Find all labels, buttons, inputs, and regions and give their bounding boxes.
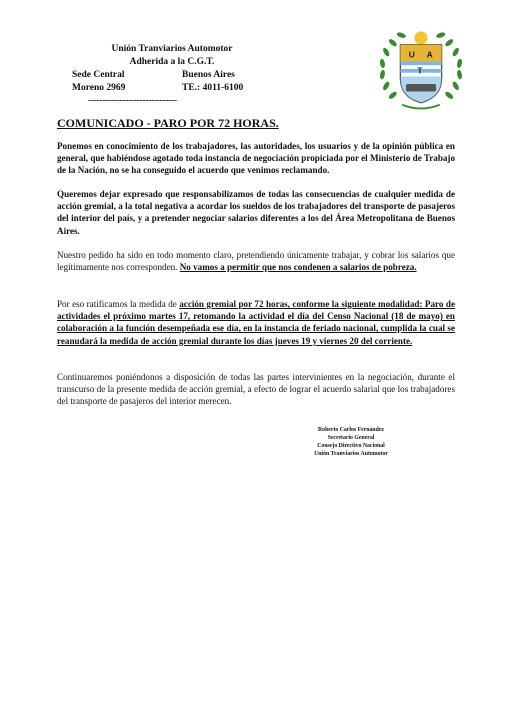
address-row-1 [72,69,272,82]
signer-org: Unión Tranviarios Automotor [314,451,388,457]
letterhead [72,43,272,108]
uta-seal-logo [374,22,468,116]
paragraph-4-text: Por eso ratificamos la medida de [57,299,180,309]
paragraph-5: Continuaremos poniéndonos a disposición de todas las partes intervinientes en la negociación, durante el transcurso de la presente medida de acción gremial, a efecto de lograr el acuerdo salarial que los trabajadores del transporte de pasajeros del interior merecen. [57,372,455,407]
seal-letter-t: T [417,65,423,76]
paragraph-4-emphasis: acción gremial por 72 horas, conforme la siguiente modalidad: Paro de actividades el próximo martes 17, retomando la actividad el día del Censo Nacional (18 de mayo) en colaboración a la función desempeñada ese día, en la instancia de feriado nacional, cumplida la cual se reanudará la medida de acción gremial durante los días jueves 19 y viernes 20 del corriente. [57,299,455,346]
header-divider: ------------------------------- [88,96,177,106]
street: Moreno 2969 [72,83,126,93]
sun-icon [414,31,427,44]
paragraph-4 [57,298,455,347]
paragraph-3 [57,249,455,273]
seal-letter-a: A [426,49,433,60]
org-name: Unión Tranviarios Automotor [111,44,233,54]
signer-name: Roberto Carlos Fernández [317,427,384,433]
paragraph-3-text: Nuestro pedido ha sido en todo momento claro, pretendiendo únicamente trabajar, y cobrar los salarios que legítimamente nos corresponden. [57,250,455,273]
signature-block [296,426,406,458]
paragraph-3-emphasis: No vamos a permitir que nos condenen a salarios de pobreza. [179,262,417,273]
phone: TE.: 4011-6100 [182,83,244,93]
affiliation: Adherida a la C.G.T. [129,57,215,67]
paragraph-2: Queremos dejar expresado que responsabilizamos de todas las consecuencias de cualquier medida de acción gremial, a la total negativa a acordar los sueldos de los trabajadores del transporte de pasajeros del interior del país, y a pretender negociar salarios diferentes a los del Área Metropolitana de Buenos Aires. [57,189,455,236]
paragraph-1: Ponemos en conocimiento de los trabajadores, las autoridades, los usuarios y de la opinión pública en general, que habiéndose agotado toda instancia de negociación propiciada por el Ministerio de Trabajo de la Nación, no se ha conseguido el acuerdo que venimos reclamando. [57,141,455,176]
signer-role: Secretario General [327,435,375,441]
seal-letter-u: U [408,49,415,60]
city: Buenos Aires [182,70,235,80]
page-title: COMUNICADO - PARO POR 72 HORAS. [57,116,279,130]
address-row-2 [72,82,272,95]
signer-body: Consejo Directivo Nacional [317,443,385,449]
sede-label: Sede Central [72,70,125,80]
